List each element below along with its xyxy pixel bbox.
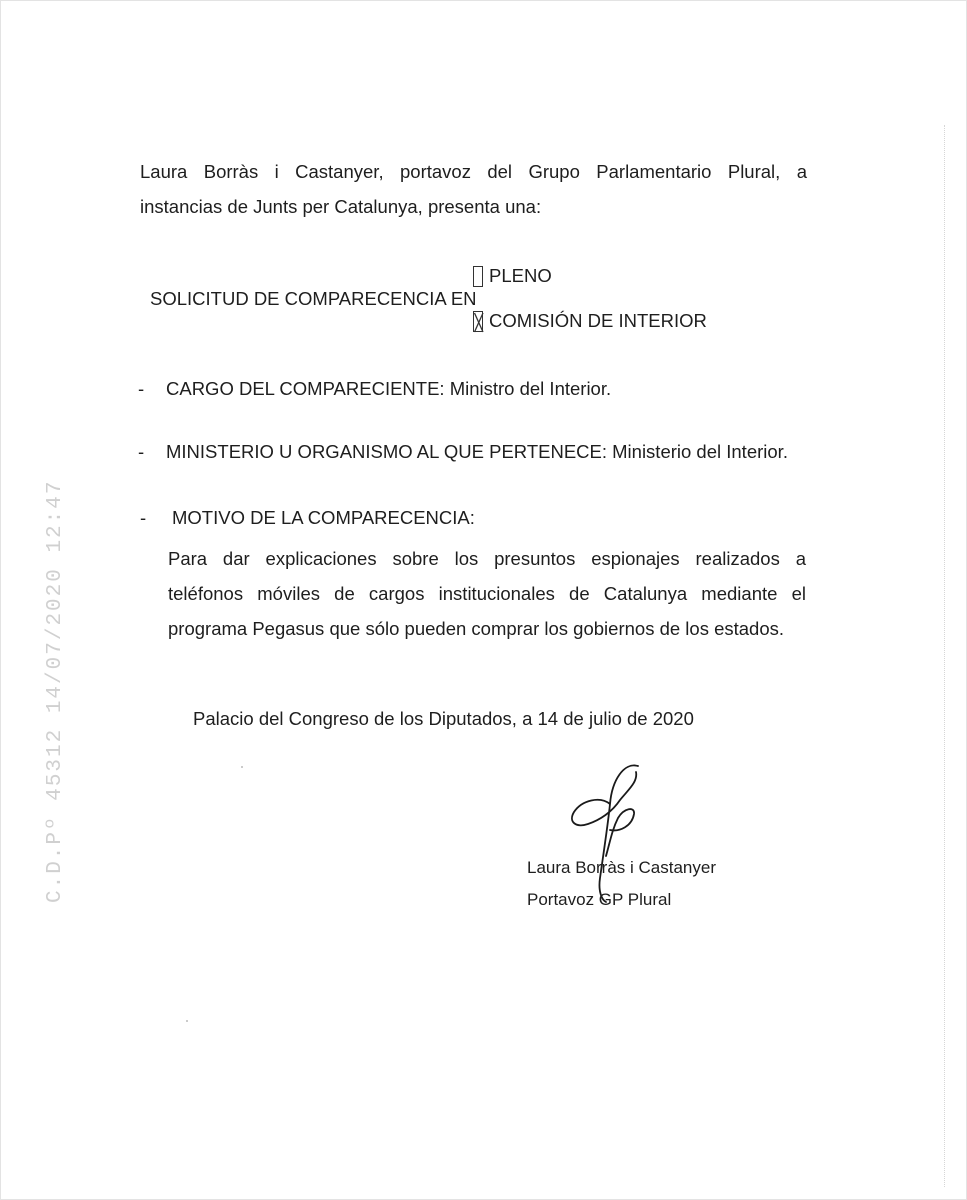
option-pleno-label: PLENO	[489, 265, 552, 286]
signatory-name: Laura Borràs i Castanyer	[527, 858, 716, 877]
option-comision-label: COMISIÓN DE INTERIOR	[489, 310, 707, 331]
motivo-paragraph	[168, 541, 806, 646]
comision-checkbox-checked-icon	[473, 311, 483, 332]
handwritten-signature	[560, 760, 670, 910]
intro-line-2: instancias de Junts per Catalunya, presenta una:	[140, 196, 542, 217]
item-cargo	[138, 378, 611, 400]
margin-dotted-line	[944, 125, 945, 1187]
bullet-dash: -	[138, 441, 145, 462]
option-pleno	[473, 265, 552, 287]
item-ministerio	[138, 441, 788, 463]
signatory-role: Portavoz GP Plural	[527, 890, 672, 909]
intro-line-1: Laura Borràs i Castanyer, portavoz del Grupo Parlamentario Plural, a	[140, 161, 807, 182]
motivo-line-1: Para dar explicaciones sobre los presuntos espionajes realizados a	[168, 548, 806, 569]
registry-stamp: C.D.Pº 45312 14/07/2020 12:47	[44, 479, 67, 903]
intro-paragraph	[140, 154, 807, 224]
place-and-date: Palacio del Congreso de los Diputados, a 14 de julio de 2020	[193, 708, 694, 729]
bullet-dash: -	[138, 378, 145, 399]
item-motivo-heading: MOTIVO DE LA COMPARECENCIA:	[172, 507, 475, 528]
motivo-line-2: teléfonos móviles de cargos institucionales de Catalunya mediante el	[168, 583, 806, 604]
bullet-dash: -	[140, 507, 147, 528]
item-motivo	[140, 507, 475, 529]
request-type-label: SOLICITUD DE COMPARECENCIA EN	[150, 288, 477, 309]
motivo-line-3: programa Pegasus que sólo pueden comprar los gobiernos de los estados.	[168, 618, 785, 639]
item-cargo-text: CARGO DEL COMPARECIENTE: Ministro del Interior.	[166, 378, 612, 399]
scan-speck	[186, 1020, 188, 1022]
option-comision	[473, 310, 707, 332]
scan-speck	[241, 766, 243, 768]
item-ministerio-text: MINISTERIO U ORGANISMO AL QUE PERTENECE: Ministerio del Interior.	[166, 441, 788, 462]
pleno-checkbox-empty-icon	[473, 266, 483, 287]
